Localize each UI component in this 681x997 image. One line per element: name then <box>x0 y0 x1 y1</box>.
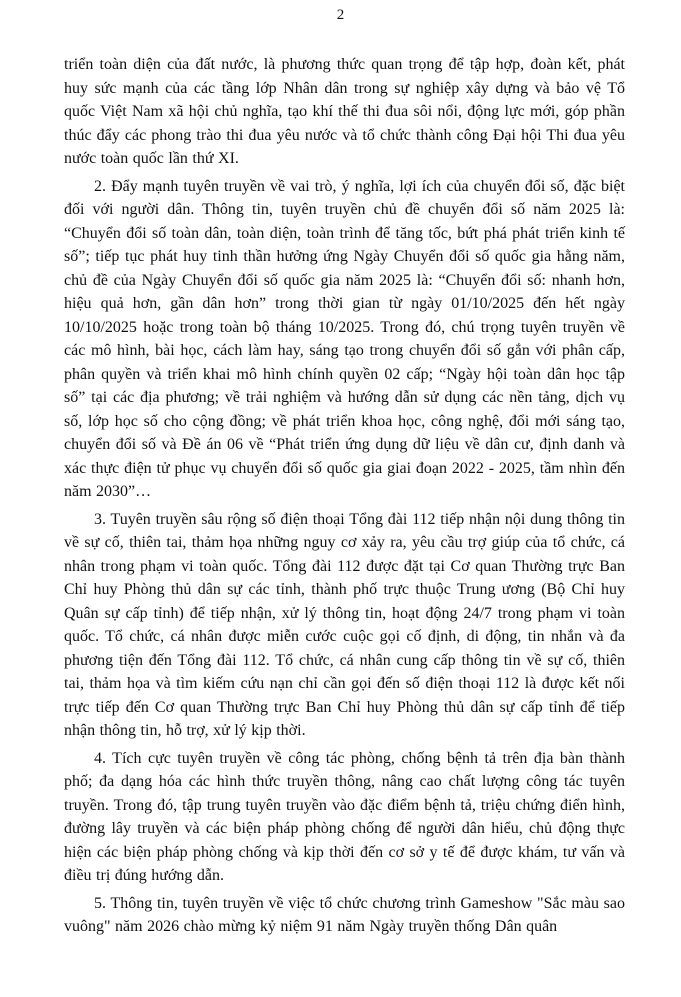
paragraph-5: 5. Thông tin, tuyên truyền về việc tổ chức chương trình Gameshow "Sắc màu sao vuông" năm 2026 chào mừng kỷ niệm 91 năm Ngày truyền thống Dân quân <box>64 894 625 935</box>
paragraph-4: 4. Tích cực tuyên truyền về công tác phòng, chống bệnh tả trên địa bàn thành phố; đa dạng hóa các hình thức truyền thông, nâng cao chất lượng công tác tuyên truyền. Trong đó, tập trung tuyên truyền vào đặc điểm bệnh tả, triệu chứng điển hình, đường lây truyền và các biện pháp phòng chống để người dân hiểu, chủ động thực hiện các biện pháp phòng chống và kịp thời đến cơ sở y tế để được khám, tư vấn và điều trị đúng hướng dẫn. <box>64 749 625 884</box>
document-body <box>64 53 625 939</box>
paragraph-2: 2. Đẩy mạnh tuyên truyền về vai trò, ý nghĩa, lợi ích của chuyển đổi số, đặc biệt đối với người dân. Thông tin, tuyên truyền chủ đề chuyển đổi số năm 2025 là: “Chuyển đổi số toàn dân, toàn diện, toàn trình để tăng tốc, bứt phá phát triển kinh tế số”; tiếp tục phát huy tinh thần hưởng ứng Ngày Chuyển đổi số quốc gia hằng năm, chủ đề của Ngày Chuyển đổi số quốc gia năm 2025 là: “Chuyển đổi số: nhanh hơn, hiệu quả hơn, gần dân hơn” trong thời gian từ ngày 01/10/2025 đến hết ngày 10/10/2025 hoặc trong toàn bộ tháng 10/2025. Trong đó, chú trọng tuyên truyền về các mô hình, bài học, cách làm hay, sáng tạo trong chuyển đổi số gắn với phân cấp, phân quyền và triển khai mô hình chính quyền 02 cấp; “Ngày hội toàn dân học tập số” tại các địa phương; về trải nghiệm và hướng dẫn sử dụng các nền tảng, dịch vụ số, lớp học số cho cộng đồng; về phát triển khoa học, công nghệ, đổi mới sáng tạo, chuyển đổi số và Đề án 06 về “Phát triển ứng dụng dữ liệu về dân cư, định danh và xác thực điện tử phục vụ chuyển đổi số quốc gia giai đoạn 2022 - 2025, tầm nhìn đến năm 2030”… <box>64 177 625 500</box>
page-number: 2 <box>336 7 345 23</box>
paragraph-continuation: triển toàn diện của đất nước, là phương thức quan trọng để tập hợp, đoàn kết, phát huy sức mạnh của các tầng lớp Nhân dân trong sự nghiệp xây dựng và bảo vệ Tổ quốc Việt Nam xã hội chủ nghĩa, tạo khí thế thi đua sôi nổi, động lực mới, góp phần thúc đẩy các phong trào thi đua yêu nước và tổ chức thành công Đại hội Thi đua yêu nước toàn quốc lần thứ XI. <box>64 56 625 167</box>
paragraph-3: 3. Tuyên truyền sâu rộng số điện thoại Tổng đài 112 tiếp nhận nội dung thông tin về sự cố, thiên tai, thảm họa những nguy cơ xảy ra, yêu cầu trợ giúp của tổ chức, cá nhân trong phạm vi toàn quốc. Tổng đài 112 được đặt tại Cơ quan Thường trực Ban Chỉ huy Phòng thủ dân sự các tỉnh, thành phố trực thuộc Trung ương (Bộ Chỉ huy Quân sự cấp tỉnh) để tiếp nhận, xử lý thông tin, hoạt động 24/7 trong phạm vi toàn quốc. Tổ chức, cá nhân được miễn cước cuộc gọi cố định, di động, tin nhắn và đa phương tiện đến Tổng đài 112. Tổ chức, cá nhân cung cấp thông tin về sự cố, thiên tai, thảm họa và tìm kiếm cứu nạn chỉ cần gọi đến số điện thoại 112 là được kết nối trực tiếp đến Cơ quan Thường trực Ban Chỉ huy Phòng thủ dân sự cấp tỉnh để tiếp nhận thông tin, hỗ trợ, xử lý kịp thời. <box>64 510 625 739</box>
